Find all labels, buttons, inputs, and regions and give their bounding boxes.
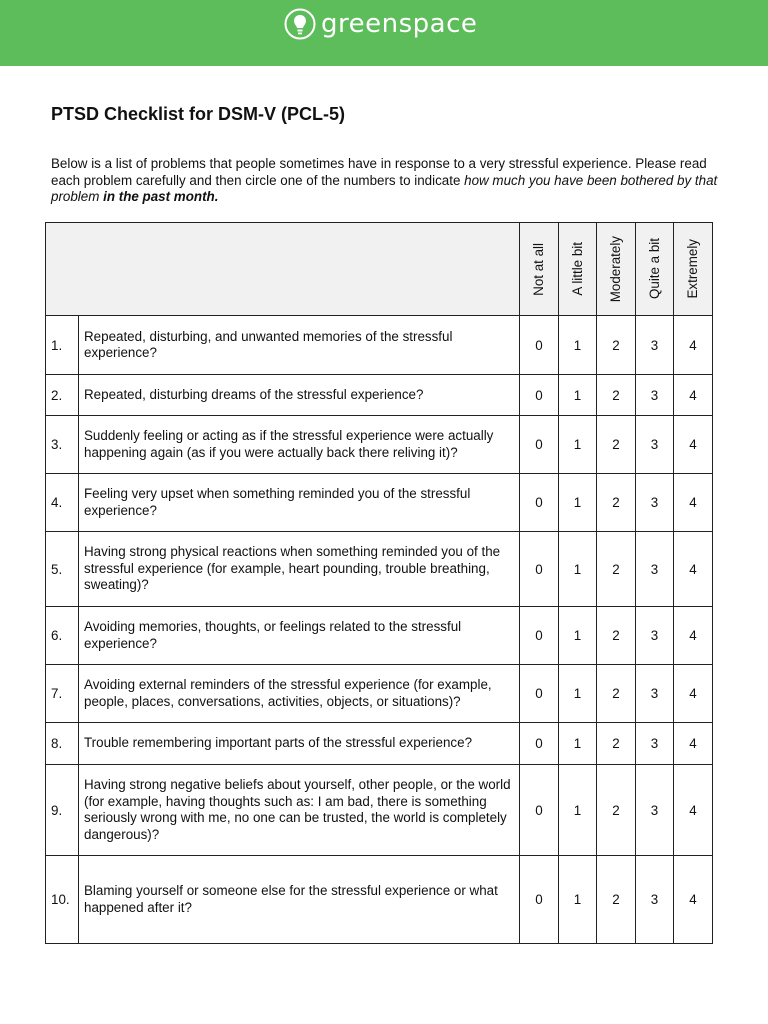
score-option[interactable]: 4 <box>674 665 713 723</box>
scale-label: Extremely <box>685 239 701 299</box>
item-question: Feeling very upset when something reminded you of the stressful experience? <box>79 474 520 532</box>
score-option[interactable]: 4 <box>674 765 713 856</box>
score-option[interactable]: 2 <box>597 665 636 723</box>
score-option[interactable]: 3 <box>636 416 674 474</box>
score-option[interactable]: 2 <box>597 532 636 607</box>
instructions-text: Below is a list of problems that people sometimes have in response to a very stressful experience. Please read each problem carefully and then circle one of the numbers to indicate <box>51 156 707 188</box>
score-option[interactable]: 0 <box>520 765 559 856</box>
score-option[interactable]: 0 <box>520 607 559 665</box>
score-option[interactable]: 4 <box>674 856 713 944</box>
scale-label: Quite a bit <box>646 238 662 300</box>
score-option[interactable]: 1 <box>559 723 597 765</box>
checklist-table <box>45 222 713 944</box>
instructions <box>51 156 721 206</box>
score-option[interactable]: 1 <box>559 665 597 723</box>
item-number: 9. <box>46 765 79 856</box>
table-row <box>46 765 713 856</box>
score-option[interactable]: 0 <box>520 474 559 532</box>
score-option[interactable]: 3 <box>636 474 674 532</box>
item-number: 2. <box>46 375 79 416</box>
score-option[interactable]: 3 <box>636 607 674 665</box>
item-number: 5. <box>46 532 79 607</box>
score-option[interactable]: 2 <box>597 856 636 944</box>
table-row <box>46 316 713 375</box>
instructions-emphasis: how much you have been bothered by that problem <box>51 172 718 204</box>
item-number: 6. <box>46 607 79 665</box>
scale-header-row <box>46 223 713 316</box>
score-option[interactable]: 0 <box>520 856 559 944</box>
table-row <box>46 665 713 723</box>
page-title: PTSD Checklist for DSM-V (PCL-5) <box>51 104 346 124</box>
score-option[interactable]: 4 <box>674 532 713 607</box>
score-option[interactable]: 3 <box>636 375 674 416</box>
table-row <box>46 607 713 665</box>
item-question: Blaming yourself or someone else for the stressful experience or what happened after it? <box>79 856 520 944</box>
score-option[interactable]: 0 <box>520 723 559 765</box>
score-option[interactable]: 2 <box>597 607 636 665</box>
item-question: Suddenly feeling or acting as if the stressful experience were actually happening again (as if you were actually back there reliving it)? <box>79 416 520 474</box>
item-number: 7. <box>46 665 79 723</box>
lightbulb-icon <box>284 8 316 40</box>
score-option[interactable]: 3 <box>636 765 674 856</box>
score-option[interactable]: 3 <box>636 532 674 607</box>
scale-header-not-at-all <box>520 223 559 316</box>
score-option[interactable]: 3 <box>636 856 674 944</box>
item-question: Avoiding external reminders of the stressful experience (for example, people, places, conversations, activities, objects, or situations)? <box>79 665 520 723</box>
table-row <box>46 416 713 474</box>
table-row <box>46 375 713 416</box>
table-row <box>46 474 713 532</box>
item-number: 10. <box>46 856 79 944</box>
score-option[interactable]: 1 <box>559 316 597 375</box>
header-banner <box>0 0 768 66</box>
score-option[interactable]: 3 <box>636 665 674 723</box>
instructions-timeframe: in the past month. <box>103 189 219 204</box>
table-row <box>46 856 713 944</box>
item-question: Having strong physical reactions when something reminded you of the stressful experience (for example, heart pounding, trouble breathing, sweating)? <box>79 532 520 607</box>
brand-name: greenspace <box>321 9 478 39</box>
table-row <box>46 532 713 607</box>
item-question: Trouble remembering important parts of the stressful experience? <box>79 723 520 765</box>
score-option[interactable]: 4 <box>674 723 713 765</box>
scale-header-a-little-bit <box>559 223 597 316</box>
score-option[interactable]: 1 <box>559 416 597 474</box>
score-option[interactable]: 1 <box>559 765 597 856</box>
item-number: 3. <box>46 416 79 474</box>
score-option[interactable]: 0 <box>520 665 559 723</box>
scale-header-moderately <box>597 223 636 316</box>
score-option[interactable]: 1 <box>559 474 597 532</box>
brand-logo[interactable] <box>284 5 477 43</box>
scale-label: Not at all <box>531 242 547 296</box>
score-option[interactable]: 4 <box>674 607 713 665</box>
score-option[interactable]: 2 <box>597 723 636 765</box>
scale-header-extremely <box>674 223 713 316</box>
item-question: Repeated, disturbing, and unwanted memories of the stressful experience? <box>79 316 520 375</box>
score-option[interactable]: 1 <box>559 532 597 607</box>
score-option[interactable]: 0 <box>520 375 559 416</box>
score-option[interactable]: 4 <box>674 316 713 375</box>
table-row <box>46 723 713 765</box>
score-option[interactable]: 4 <box>674 416 713 474</box>
score-option[interactable]: 1 <box>559 607 597 665</box>
item-number: 1. <box>46 316 79 375</box>
score-option[interactable]: 0 <box>520 416 559 474</box>
score-option[interactable]: 0 <box>520 316 559 375</box>
score-option[interactable]: 2 <box>597 474 636 532</box>
scale-label: A little bit <box>569 242 585 296</box>
item-number: 8. <box>46 723 79 765</box>
score-option[interactable]: 3 <box>636 723 674 765</box>
item-question: Having strong negative beliefs about yourself, other people, or the world (for example, having thoughts such as: I am bad, there is something seriously wrong with me, no one can be trusted, the world is completely dangerous)? <box>79 765 520 856</box>
score-option[interactable]: 2 <box>597 765 636 856</box>
item-number: 4. <box>46 474 79 532</box>
score-option[interactable]: 4 <box>674 375 713 416</box>
score-option[interactable]: 2 <box>597 375 636 416</box>
item-question: Repeated, disturbing dreams of the stressful experience? <box>79 375 520 416</box>
scale-header-quite-a-bit <box>636 223 674 316</box>
score-option[interactable]: 0 <box>520 532 559 607</box>
score-option[interactable]: 3 <box>636 316 674 375</box>
score-option[interactable]: 4 <box>674 474 713 532</box>
score-option[interactable]: 2 <box>597 416 636 474</box>
item-question: Avoiding memories, thoughts, or feelings related to the stressful experience? <box>79 607 520 665</box>
score-option[interactable]: 1 <box>559 856 597 944</box>
scale-label: Moderately <box>608 235 624 303</box>
score-option[interactable]: 1 <box>559 375 597 416</box>
header-blank-cell <box>46 223 520 316</box>
score-option[interactable]: 2 <box>597 316 636 375</box>
